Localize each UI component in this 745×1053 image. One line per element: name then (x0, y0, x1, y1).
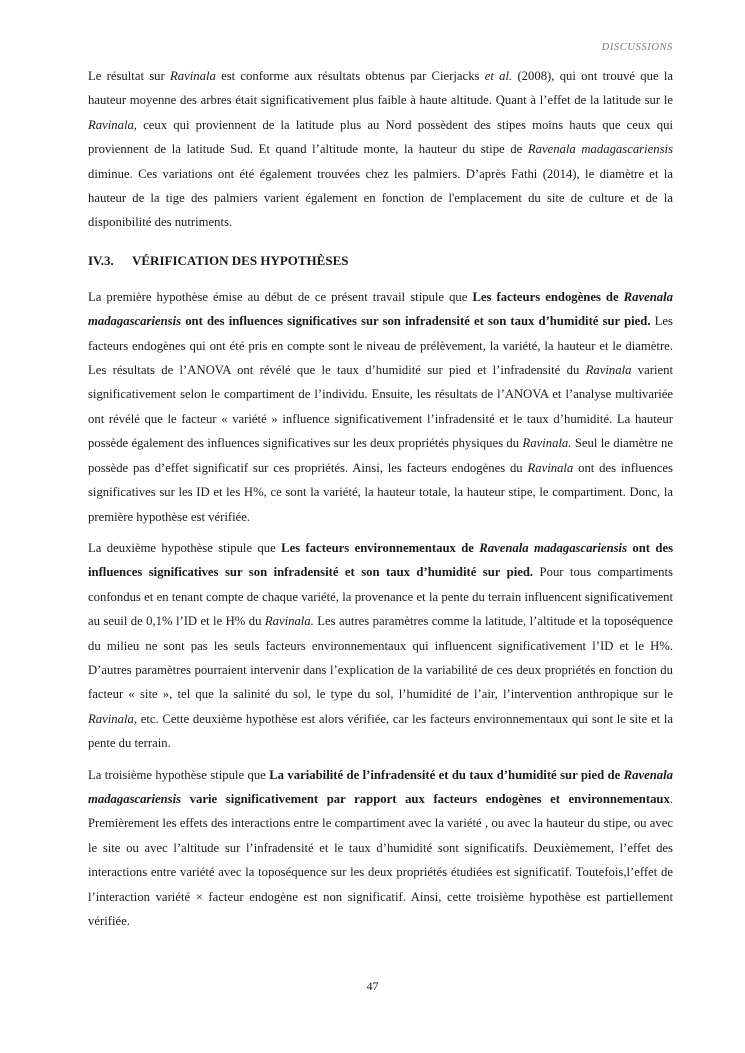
paragraph: La troisième hypothèse stipule que La variabilité de l’infradensité et du taux d’humidité sur pied de Ravenala madagascariensis varie significativement par rapport aux facteurs endogènes et environnementaux. Premièrement les effets des interactions entre le compartiment avec la variété , ou avec la hauteur du stipe, ou avec le site ou avec l’altitude sur l’infradensité et le taux d’humidité sont significatifs. Deuxièmement, l’effet des interactions entre variété avec la toposéquence sur les deux propriétés étudiées est significatif. Toutefois,l’effet de l’interaction variété × facteur endogène est non significatif. Ainsi, cette troisième hypothèse est partiellement vérifiée. (88, 767, 673, 928)
running-header: DISCUSSIONS (601, 42, 673, 53)
section-number: IV.3. (88, 252, 114, 268)
paragraph: Le résultat sur Ravinala est conforme aux résultats obtenus par Cierjacks et al. (2008), qui ont trouvé que la hauteur moyenne des arbres était significativement plus faible à haute altitude. Quant à l’effet de la latitude sur le Ravinala, ceux qui proviennent de la latitude plus au Nord possèdent des stipes moins hauts que ceux qui proviennent de la latitude Sud. Et quand l’altitude monte, la hauteur du stipe de Ravenala madagascariensis diminue. Ces variations ont été également trouvées chez les palmiers. D’après Fathi (2014), le diamètre et la hauteur de la tige des palmiers varient également en fonction de l'emplacement du site de culture et de la disponibilité des nutriments. (88, 69, 674, 230)
section-title: VÉRIFICATION DES HYPOTHÈSES (132, 252, 349, 268)
paragraph: La deuxième hypothèse stipule que Les facteurs environnementaux de Ravenala madagascariensis ont des influences significatives sur son infradensité et son taux d’humidité sur pied. Pour tous compartiments confondus et en tenant compte de chaque variété, la provenance et la pente du terrain influencent significativement au seuil de 0,1% l’ID et le H% du Ravinala. Les autres paramètres comme la latitude, l’altitude et la toposéquence du milieu ne sont pas les seuls facteurs environnementaux qui influencent significativement l’ID et le H%. D’autres paramètres pourraient intervenir dans l’explication de la variabilité de ces deux propriétés en fonction du facteur « site », tel que la salinité du sol, le type du sol, l’humidité de l’air, l’intervention anthropique sur le Ravinala, etc. Cette deuxième hypothèse est alors vérifiée, car les facteurs environnementaux qui sont le site et la pente du terrain. (88, 540, 674, 751)
paragraph: La première hypothèse émise au début de ce présent travail stipule que Les facteurs endogènes de Ravenala madagascariensis ont des influences significatives sur son infradensité et son taux d’humidité sur pied. Les facteurs endogènes qui ont été pris en compte sont le niveau de prélèvement, la variété, la hauteur et le diamètre. Les résultats de l’ANOVA ont révélé que le taux d’humidité sur pied et l’infradensité du Ravinala varient significativement selon le compartiment de l’individu. Ensuite, les résultats de l’ANOVA et l’analyse multivariée ont révélé que le facteur « variété » influence significativement l’infradensité et le taux d’humidité. La hauteur possède également des influences significatives sur les deux propriétés physiques du Ravinala. Seul le diamètre ne possède pas d’effet significatif sur ces propriétés. Ainsi, les facteurs endogènes du Ravinala ont des influences significatives sur les ID et les H%, ce sont la variété, la hauteur totale, la hauteur stipe, le compartiment. Donc, la première hypothèse est vérifiée. (88, 289, 673, 524)
page-number: 47 (366, 979, 379, 993)
section-heading (88, 251, 673, 271)
body-text (88, 64, 673, 933)
